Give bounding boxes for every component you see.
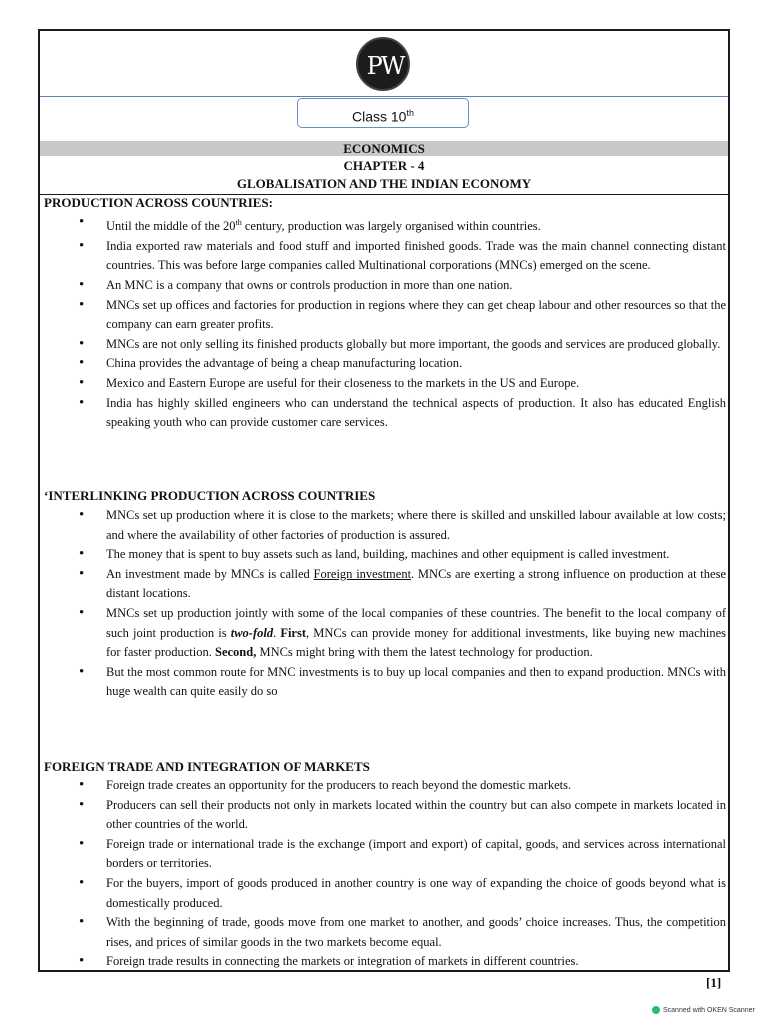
list-item: • The money that is spent to buy assets such as land, building, machines and other equipment is called investment. (106, 545, 726, 565)
pw-logo (356, 37, 410, 91)
scanner-text: Scanned with OKEN Scanner (663, 1006, 755, 1014)
list-item: • China provides the advantage of being a cheap manufacturing location. (106, 354, 726, 374)
list-item: • Producers can sell their products not only in markets located within the country but can also compete in markets located in other countries of the world. (106, 796, 726, 835)
class-sup: th (406, 108, 414, 118)
list-item: • Foreign trade results in connecting the markets or integration of markets in different countries. (106, 952, 726, 972)
foreign-trade-list (0, 776, 726, 972)
chapter-title: GLOBALISATION AND THE INDIAN ECONOMY (236, 176, 532, 191)
list-item: • An investment made by MNCs is called Foreign investment. MNCs are exerting a strong influence on production at these distant locations. (106, 565, 726, 604)
section-heading-interlinking: ‘INTERLINKING PRODUCTION ACROSS COUNTRIES (44, 488, 376, 503)
list-item: • Mexico and Eastern Europe are useful for their closeness to the markets in the US and Europe. (106, 374, 726, 394)
class-badge (297, 98, 469, 128)
subject-title: ECONOMICS (40, 141, 728, 156)
section-heading-foreign-trade: FOREIGN TRADE AND INTEGRATION OF MARKETS (44, 759, 370, 774)
list-item: • But the most common route for MNC investments is to buy up local companies and then to expand production. MNCs with huge wealth can quite easily do so (106, 663, 726, 702)
list-item: • An MNC is a company that owns or controls production in more than one nation. (106, 276, 726, 296)
scanner-logo-icon (652, 1006, 660, 1014)
scanner-watermark (652, 1006, 755, 1014)
foreign-investment-term: Foreign investment (313, 566, 412, 581)
list-item: • Until the middle of the 20th century, production was largely organised within countries. (106, 213, 726, 237)
list-item: • MNCs set up production jointly with some of the local companies of these countries. The benefit to the local company of such joint production is two-fold. First, MNCs can provide money for additional investments, like buying new machines for faster production. Second, MNCs might bring with them the latest technology for production. (106, 604, 726, 663)
chapter-number: CHAPTER - 4 (343, 158, 425, 173)
list-item: • Foreign trade creates an opportunity for the producers to reach beyond the domestic markets. (106, 776, 726, 796)
list-item: • India exported raw materials and food stuff and imported finished goods. Trade was the main channel connecting distant countries. This was before large companies called Multinational corporations (MNCs) emerged on the scene. (106, 237, 726, 276)
class-label: Class 10 (352, 108, 407, 125)
logo-text: PW (366, 52, 404, 80)
page-number: [1] (706, 975, 722, 990)
list-item: • With the beginning of trade, goods move from one market to another, and goods’ choice increases. Thus, the competition rises, and prices of similar goods in the two markets become equal. (106, 913, 726, 952)
list-item: • MNCs are not only selling its finished products globally but more important, the goods and services are produced globally. (106, 335, 726, 355)
list-item: • India has highly skilled engineers who can understand the technical aspects of production. It also has educated English speaking youth who can provide customer care services. (106, 394, 726, 433)
interlinking-list (0, 506, 726, 702)
list-item: • MNCs set up offices and factories for production in regions where they can get cheap labour and other resources so that the company can earn greater profits. (106, 296, 726, 335)
list-item: • For the buyers, import of goods produced in another country is one way of expanding the choice of goods beyond what is domestically produced. (106, 874, 726, 913)
production-list (0, 213, 726, 433)
header-divider (40, 96, 728, 97)
section-heading-production: PRODUCTION ACROSS COUNTRIES: (44, 195, 273, 210)
list-item: • MNCs set up production where it is close to the markets; where there is skilled and unskilled labour available at low costs; and where the availability of other factories of production is assured. (106, 506, 726, 545)
list-item: • Foreign trade or international trade is the exchange (import and export) of capital, goods, and services across international borders or territories. (106, 835, 726, 874)
